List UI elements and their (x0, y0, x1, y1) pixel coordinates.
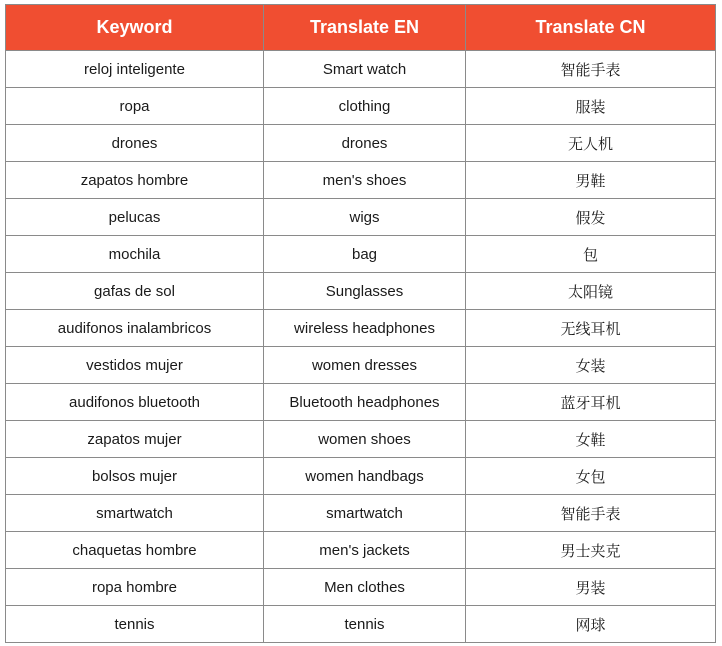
table-row (6, 606, 716, 643)
translate-cn-cell: 无线耳机 (466, 310, 716, 347)
keyword-cell: ropa (6, 88, 264, 125)
table-row (6, 347, 716, 384)
keyword-cell: bolsos mujer (6, 458, 264, 495)
translate-en-cell: women handbags (264, 458, 466, 495)
translate-cn-cell: 太阳镜 (466, 273, 716, 310)
column-header-translate-en: Translate EN (264, 5, 466, 51)
translate-cn-cell: 女装 (466, 347, 716, 384)
keyword-cell: pelucas (6, 199, 264, 236)
translate-en-cell: Bluetooth headphones (264, 384, 466, 421)
keyword-translation-table (5, 4, 716, 643)
keyword-cell: drones (6, 125, 264, 162)
keyword-cell: chaquetas hombre (6, 532, 264, 569)
translate-cn-cell: 网球 (466, 606, 716, 643)
keyword-cell: audifonos bluetooth (6, 384, 264, 421)
column-header-translate-cn: Translate CN (466, 5, 716, 51)
table-row (6, 532, 716, 569)
translate-en-cell: wireless headphones (264, 310, 466, 347)
translate-en-cell: women shoes (264, 421, 466, 458)
translate-cn-cell: 女鞋 (466, 421, 716, 458)
translate-en-cell: drones (264, 125, 466, 162)
translate-en-cell: Smart watch (264, 51, 466, 88)
translate-en-cell: men's jackets (264, 532, 466, 569)
table-row (6, 125, 716, 162)
translate-en-cell: Sunglasses (264, 273, 466, 310)
table-row (6, 51, 716, 88)
keyword-cell: zapatos hombre (6, 162, 264, 199)
table-row (6, 310, 716, 347)
table-row (6, 88, 716, 125)
translate-en-cell: wigs (264, 199, 466, 236)
keyword-cell: smartwatch (6, 495, 264, 532)
table-row (6, 495, 716, 532)
translate-cn-cell: 智能手表 (466, 51, 716, 88)
translate-cn-cell: 无人机 (466, 125, 716, 162)
keyword-cell: vestidos mujer (6, 347, 264, 384)
translate-en-cell: bag (264, 236, 466, 273)
table-row (6, 162, 716, 199)
keyword-cell: reloj inteligente (6, 51, 264, 88)
translate-en-cell: men's shoes (264, 162, 466, 199)
translate-cn-cell: 智能手表 (466, 495, 716, 532)
translate-en-cell: clothing (264, 88, 466, 125)
header-row (6, 5, 716, 51)
keyword-cell: gafas de sol (6, 273, 264, 310)
translate-cn-cell: 女包 (466, 458, 716, 495)
translate-cn-cell: 男装 (466, 569, 716, 606)
table-row (6, 273, 716, 310)
table-row (6, 384, 716, 421)
translate-cn-cell: 男鞋 (466, 162, 716, 199)
table-row (6, 458, 716, 495)
translate-en-cell: women dresses (264, 347, 466, 384)
translate-en-cell: tennis (264, 606, 466, 643)
translate-cn-cell: 蓝牙耳机 (466, 384, 716, 421)
keyword-cell: tennis (6, 606, 264, 643)
keyword-cell: ropa hombre (6, 569, 264, 606)
table-row (6, 236, 716, 273)
keyword-cell: zapatos mujer (6, 421, 264, 458)
translate-cn-cell: 包 (466, 236, 716, 273)
table-row (6, 199, 716, 236)
keyword-cell: mochila (6, 236, 264, 273)
translate-en-cell: smartwatch (264, 495, 466, 532)
translate-cn-cell: 服装 (466, 88, 716, 125)
table-header (6, 5, 716, 51)
translate-cn-cell: 男士夹克 (466, 532, 716, 569)
table-body (6, 51, 716, 643)
table-row (6, 569, 716, 606)
column-header-keyword: Keyword (6, 5, 264, 51)
keyword-cell: audifonos inalambricos (6, 310, 264, 347)
keyword-translation-table-container (5, 4, 715, 643)
table-row (6, 421, 716, 458)
translate-en-cell: Men clothes (264, 569, 466, 606)
translate-cn-cell: 假发 (466, 199, 716, 236)
